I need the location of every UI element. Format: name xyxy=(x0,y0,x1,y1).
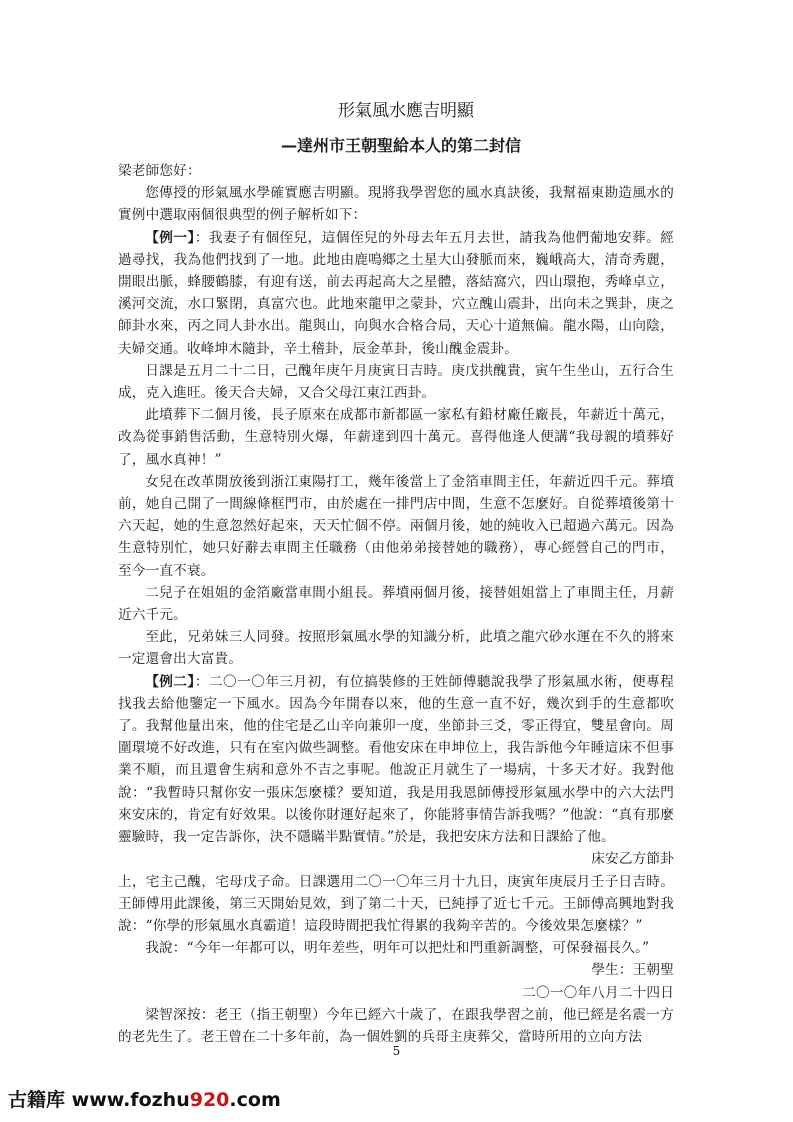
example1-label: 【例一】 xyxy=(145,229,195,246)
author-note-paragraph: 梁智深按：老王（指王朝聖）今年已經六十歲了，在跟我學習之前，他已經是名震一方的老先生了。老王曾在二十多年前，為一個姓劉的兵哥主庚葬父，當時所用的立向方法 xyxy=(118,1006,674,1045)
example2-label: 【例二】 xyxy=(145,673,195,690)
site-name: 古籍库 xyxy=(8,1089,66,1111)
bed-setup-line: 床安乙方節卦 xyxy=(591,851,674,868)
page-number: 5 xyxy=(392,1044,401,1058)
bed-setup-continuation: 上，宅主己醜，宅母戊子命。日課選用二〇一〇年三月十九日，庚寅年庚辰月壬子日吉時。王師傅用此課後，第三天開始見效，到了第二十天，已純掙了近七千元。王師傅高興地對我說：“你學的形氣風水真霸道！這段時間把我忙得累的我夠辛苦的。今後效果怎麼樣？” xyxy=(118,873,674,934)
site-url-number: 920 xyxy=(189,1089,230,1111)
example2-paragraph xyxy=(118,671,674,849)
letter-date: 二〇一〇年八月二十四日 xyxy=(522,984,674,1001)
date-paragraph: 日課是五月二十二日，己醜年庚午月庚寅日吉時。庚戊拱醜貴，寅午生坐山，五行合生成，克入進旺。後天合夫婦，又合父母江東江西卦。 xyxy=(118,362,674,402)
salutation: 梁老師您好： xyxy=(118,163,201,179)
summary-paragraph: 至此，兄弟妹三人同發。按照形氣風水學的知識分析，此墳之龍穴砂水運在不久的將來一定還會出大富貴。 xyxy=(118,629,674,668)
intro-paragraph: 您傳授的形氣風水學確實應吉明顯。現將我學習您的風水真訣後，我幫福東勘造風水的實例中選取兩個很典型的例子解析如下： xyxy=(118,185,674,224)
son-paragraph: 此墳葬下二個月後，長子原來在成都市新都區一家私有鉛材廠任廠長，年薪近十萬元，改為從事銷售活動，生意特別火爆，年薪達到四十萬元。喜得他逢人便講“我母親的墳葬好了，風水真神！” xyxy=(118,407,674,468)
example1-paragraph xyxy=(118,227,674,360)
footer-watermark xyxy=(8,1085,281,1112)
site-url-suffix: .com xyxy=(229,1089,281,1111)
site-url-prefix: www.fozhu xyxy=(71,1089,190,1111)
document-page xyxy=(118,100,674,1048)
signature: 學生：王朝聖 xyxy=(591,962,674,979)
document-subtitle: —達州市王朝聖給本人的第二封信 xyxy=(280,136,521,155)
example1-text: ：我妻子有個侄兒，這個侄兒的外母去年五月去世，請我為他們葡地安葬。經過尋找，我為他們找到了一地。此地由鹿鳴鄉之土星大山發脈而來，巍峨高大，清奇秀麗，開眼出脈，蜂腰鶴膝，有迎有送，前去再起高大之星體，落結窩穴，四山環抱，秀峰卓立，溪河交流，水口緊閉，真富穴也。此地來龍甲之蒙卦，穴立醜山震卦，出向未之巽卦，庚之師卦水來，丙之同人卦水出。龍與山，向與水合格合局，天心十道無偏。龍水陽，山向陰，夫婦交通。收峰坤木隨卦，辛土稽卦，辰金革卦，後山醜金震卦。 xyxy=(118,229,674,357)
daughter-paragraph: 女兒在改革開放後到浙江東陽打工，幾年後當上了金箔車間主任，年薪近四千元。葬墳前，她自己開了一間線條框門市，由於處在一排門店中間，生意不怎麼好。自從葬墳後第十六天起，她的生意忽然好起來，天天忙個不停。兩個月後，她的純收入已超過六萬元。因為生意特別忙，她只好辭去車間主任職務（由他弟弟接替她的職務），專心經營自己的門市，至今一直不衰。 xyxy=(118,473,674,579)
reply-paragraph: 我說：“今年一年都可以，明年差些，明年可以把灶和門重新調整，可保發福長久。” xyxy=(145,940,650,957)
document-title: 形氣風水應吉明顯 xyxy=(338,101,474,121)
second-son-paragraph: 二兒子在姐姐的金箔廠當車間小組長。葬墳兩個月後，接替姐姐當上了車間主任，月薪近六千元。 xyxy=(118,584,674,624)
example2-text: ：二〇一〇年三月初，有位搞裝修的王姓師傅聽說我學了形氣風水術，便專程找我去給他鑒定一下風水。因為今年開春以來，他的生意一直不好，幾次到手的生意都吹了。我幫他量出來，他的住宅是乙山辛向兼卯一度，坐節卦三爻，零正得宜，雙星會向。周圍環境不好改進，只有在室內做些調整。看他安床在申坤位上，我告訴他今年睡這床不但事業不順，而且還會生病和意外不吉之事呢。他說正月就生了一場病，十多天才好。我對他說：“我暫時只幫你安一張床怎麼樣？要知道，我是用我恩師傳授形氣風水學中的六大法門來安床的，肯定有好效果。以後你財運好起來了，你能將事情告訴我嗎？”他說：“真有那麼靈驗時，我一定告訴你，決不隱瞞半點實情。”於是，我把安床方法和日課給了他。 xyxy=(118,673,674,846)
document-body xyxy=(118,160,674,1048)
